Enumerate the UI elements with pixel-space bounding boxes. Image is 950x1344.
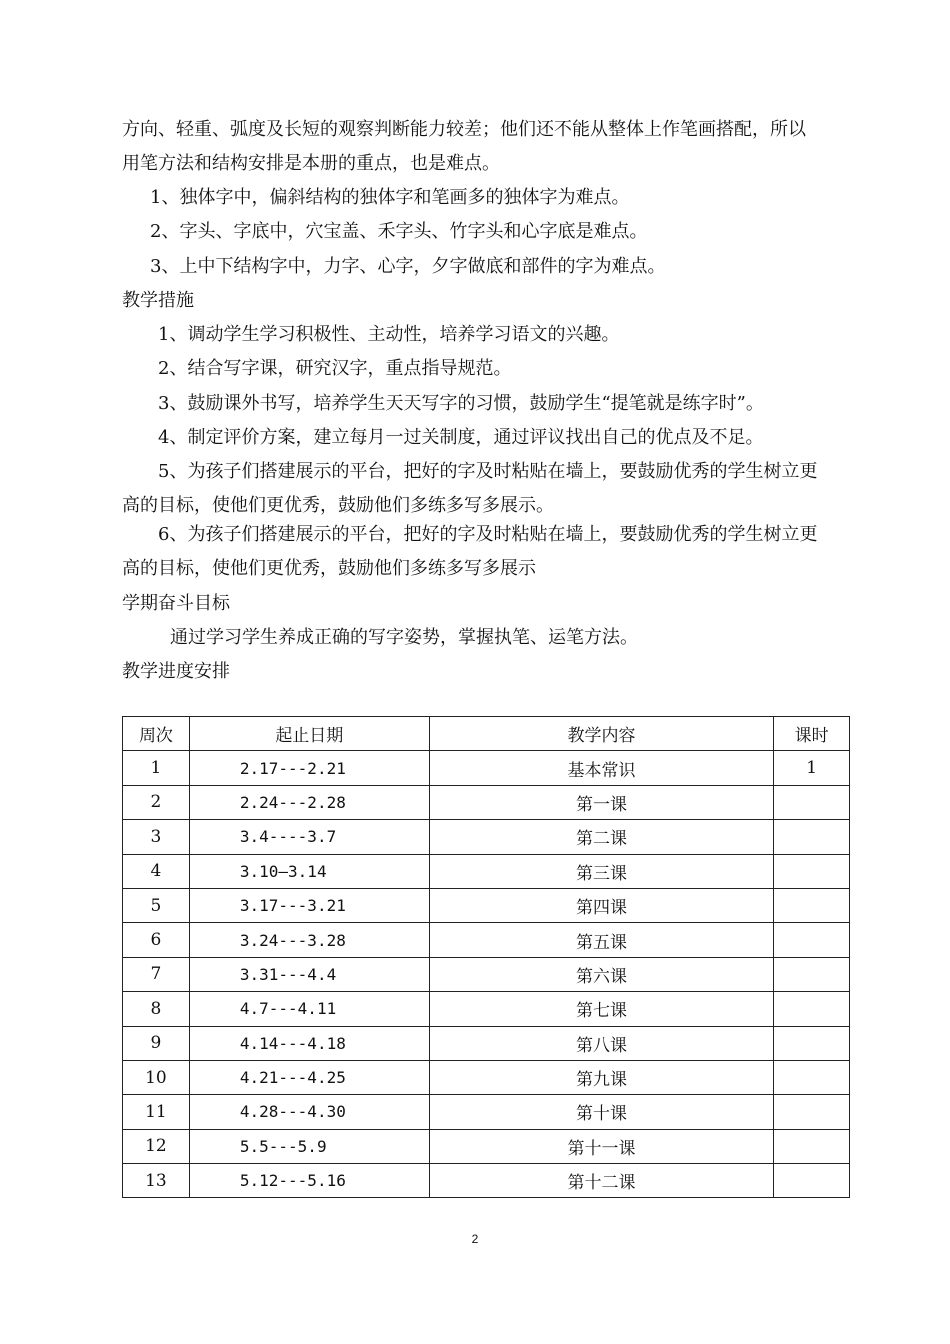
table-header-row [123,717,850,751]
page-number: 2 [471,1232,479,1246]
difficulty-item-2: 2、字头、字底中，穴宝盖、禾字头、竹字头和心字底是难点。 [150,221,648,242]
section-heading: 教学措施 [122,290,194,311]
goal-text: 通过学习学生养成正确的写字姿势，掌握执笔、运笔方法。 [170,627,638,648]
table-row [123,1129,850,1163]
cell-dates: 5.12---5.16 [189,1164,429,1198]
table-row [123,923,850,957]
cell-hours [774,957,850,991]
cell-hours [774,1129,850,1163]
cell-week: 7 [123,957,190,991]
cell-week: 2 [123,785,190,819]
cell-content: 第六课 [429,957,774,991]
cell-content: 第十课 [429,1095,774,1129]
header-content: 教学内容 [429,717,774,751]
cell-dates: 4.21---4.25 [189,1060,429,1094]
cell-week: 4 [123,854,190,888]
table-row [123,1060,850,1094]
cell-content: 第三课 [429,854,774,888]
table-row [123,854,850,888]
cell-week: 13 [123,1164,190,1198]
section-heading: 教学进度安排 [122,661,230,682]
cell-dates: 3.17---3.21 [189,888,429,922]
table-row [123,1026,850,1060]
paragraph-line: 高的目标，使他们更优秀，鼓励他们多练多写多展示 [122,558,536,579]
cell-content: 第四课 [429,888,774,922]
cell-week: 10 [123,1060,190,1094]
cell-dates: 3.31---4.4 [189,957,429,991]
cell-week: 11 [123,1095,190,1129]
cell-dates: 2.24---2.28 [189,785,429,819]
cell-dates: 3.4----3.7 [189,820,429,854]
measure-item-2: 2、结合写字课，研究汉字，重点指导规范。 [158,358,512,379]
table-row [123,820,850,854]
cell-hours: 1 [774,751,850,785]
table-row [123,751,850,785]
cell-hours [774,1026,850,1060]
cell-hours [774,923,850,957]
measure-item-5: 5、为孩子们搭建展示的平台，把好的字及时粘贴在墙上，要鼓励优秀的学生树立更 [158,461,818,482]
cell-hours [774,854,850,888]
paragraph-line: 方向、轻重、弧度及长短的观察判断能力较差；他们还不能从整体上作笔画搭配，所以 [122,119,806,140]
measure-item-4: 4、制定评价方案，建立每月一过关制度，通过评议找出自己的优点及不足。 [158,427,764,448]
table-row [123,888,850,922]
header-dates: 起止日期 [189,717,429,751]
cell-hours [774,992,850,1026]
measure-item-6: 6、为孩子们搭建展示的平台，把好的字及时粘贴在墙上，要鼓励优秀的学生树立更 [158,524,818,545]
cell-hours [774,785,850,819]
cell-content: 第五课 [429,923,774,957]
cell-week: 3 [123,820,190,854]
cell-content: 第十二课 [429,1164,774,1198]
cell-week: 5 [123,888,190,922]
cell-content: 第八课 [429,1026,774,1060]
cell-dates: 4.7---4.11 [189,992,429,1026]
cell-hours [774,888,850,922]
cell-content: 基本常识 [429,751,774,785]
section-heading: 学期奋斗目标 [122,593,230,614]
cell-content: 第十一课 [429,1129,774,1163]
cell-dates: 2.17---2.21 [189,751,429,785]
cell-dates: 4.14---4.18 [189,1026,429,1060]
cell-dates: 5.5---5.9 [189,1129,429,1163]
cell-hours [774,1060,850,1094]
table-row [123,1095,850,1129]
cell-content: 第一课 [429,785,774,819]
cell-content: 第二课 [429,820,774,854]
table-row [123,992,850,1026]
cell-hours [774,820,850,854]
difficulty-item-3: 3、上中下结构字中，力字、心字，夕字做底和部件的字为难点。 [150,256,666,277]
table-row [123,785,850,819]
measure-item-1: 1、调动学生学习积极性、主动性，培养学习语文的兴趣。 [158,324,620,345]
cell-week: 1 [123,751,190,785]
table-row [123,957,850,991]
cell-dates: 3.24---3.28 [189,923,429,957]
schedule-table [122,716,850,1198]
paragraph-line: 高的目标，使他们更优秀，鼓励他们多练多写多展示。 [122,495,554,516]
cell-content: 第七课 [429,992,774,1026]
cell-hours [774,1095,850,1129]
measure-item-3: 3、鼓励课外书写，培养学生天天写字的习惯，鼓励学生“提笔就是练字时”。 [158,393,764,414]
cell-week: 6 [123,923,190,957]
paragraph-line: 用笔方法和结构安排是本册的重点，也是难点。 [122,153,500,174]
cell-week: 12 [123,1129,190,1163]
cell-week: 9 [123,1026,190,1060]
difficulty-item-1: 1、独体字中，偏斜结构的独体字和笔画多的独体字为难点。 [150,187,630,208]
table-row [123,1164,850,1198]
cell-dates: 4.28---4.30 [189,1095,429,1129]
header-week: 周次 [123,717,190,751]
cell-dates: 3.10—3.14 [189,854,429,888]
cell-week: 8 [123,992,190,1026]
cell-content: 第九课 [429,1060,774,1094]
cell-hours [774,1164,850,1198]
header-hours: 课时 [774,717,850,751]
